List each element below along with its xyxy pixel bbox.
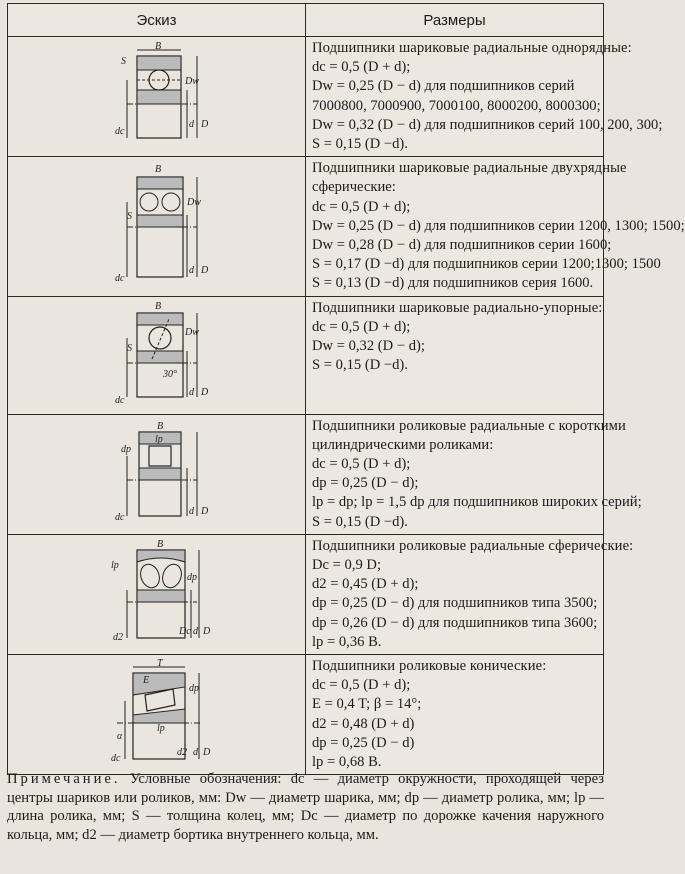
table-row <box>8 296 604 414</box>
label-alpha: α <box>116 730 122 742</box>
formula-line: dp = 0,25 (D − d) <box>312 734 415 751</box>
table-row <box>8 534 604 654</box>
formula-line: Dw = 0,25 (D − d) для подшипников серии 1200, 1300; 1500; <box>312 217 685 234</box>
label-Dw: Dw <box>184 327 199 339</box>
table-row <box>8 37 604 157</box>
sketch-cylindrical-roller <box>97 420 217 528</box>
sizes-cell <box>306 534 634 654</box>
sketch-tapered-roller <box>97 657 217 769</box>
row-title: Подшипники роликовые конические: <box>312 658 547 675</box>
label-B: B <box>156 421 163 433</box>
label-d2: d2 <box>176 746 187 758</box>
formula-line: dc = 0,5 (D + d); <box>312 677 411 694</box>
formula-line: сферические: <box>312 179 396 196</box>
label-dc: dc <box>114 395 124 407</box>
formula-line: dc = 0,5 (D + d); <box>312 456 411 473</box>
footnote-label: Примечание. <box>7 771 121 787</box>
label-B: B <box>154 301 161 313</box>
label-B: B <box>154 40 161 52</box>
formula-line: 7000800, 7000900, 7000100, 8000200, 8000300; <box>312 97 601 114</box>
sketch-cell <box>8 37 306 157</box>
label-dp: dp <box>120 444 131 456</box>
label-D: D <box>200 118 208 130</box>
formula-line: dp = 0,25 (D − d) для подшипников типа 3500; <box>312 595 598 612</box>
sizes-cell <box>306 296 604 414</box>
formula-line: E = 0,4 T; β = 14°; <box>312 696 422 713</box>
label-d: d <box>188 506 194 518</box>
label-S: S <box>126 343 132 355</box>
label-D: D <box>200 265 208 277</box>
row-title: Подшипники роликовые радиальные сферические: <box>312 537 634 554</box>
table-header-row <box>8 4 604 37</box>
formula-line: S = 0,15 (D −d). <box>312 357 408 374</box>
formula-line: dp = 0,26 (D − d) для подшипников типа 3600; <box>312 614 598 631</box>
label-lp: lp <box>156 722 165 734</box>
footnote <box>7 770 604 844</box>
bearings-table <box>7 3 685 775</box>
label-dc: dc <box>110 752 120 764</box>
formula-line: цилиндрическими роликами: <box>312 436 494 453</box>
label-d2: d2 <box>112 632 123 644</box>
sketch-spherical-roller <box>97 540 217 648</box>
label-d: d <box>188 118 194 130</box>
formula-line: lp = 0,36 B. <box>312 633 382 650</box>
table-row <box>8 655 604 775</box>
row-title: Подшипники роликовые радиальные с короткими <box>312 417 626 434</box>
label-Dw: Dw <box>186 197 201 209</box>
label-B: B <box>154 164 161 176</box>
label-dp: dp <box>186 572 197 584</box>
label-S: S <box>120 55 126 67</box>
formula-line: dc = 0,5 (D + d); <box>312 198 411 215</box>
label-lp: lp <box>154 434 163 446</box>
sizes-cell <box>306 414 642 534</box>
label-d: d <box>188 387 194 399</box>
sketch-cell <box>8 157 306 296</box>
label-d: d <box>192 626 198 638</box>
formula-line: S = 0,13 (D −d) для подшипников серия 1600. <box>312 275 594 292</box>
sketch-double-row-spherical-ball <box>97 163 217 289</box>
sizes-cell <box>306 157 685 296</box>
formula-line: lp = dp; lp = 1,5 dp для подшипников широких серий; <box>312 494 642 511</box>
formula-line: lp = 0,68 B. <box>312 754 382 771</box>
label-Dc: Dc <box>178 626 191 638</box>
label-Dw: Dw <box>184 75 199 87</box>
formula-line: Dw = 0,28 (D − d) для подшипников серии 1600; <box>312 237 612 254</box>
header-sketch: Эскиз <box>8 4 306 37</box>
formula-line: d2 = 0,48 (D + d) <box>312 715 415 732</box>
sketch-cell <box>8 414 306 534</box>
sketch-radial-ball-bearing <box>97 42 217 152</box>
header-sizes: Размеры <box>306 4 604 37</box>
formula-line: Dw = 0,25 (D − d) для подшипников серий <box>312 78 575 95</box>
label-d: d <box>192 746 198 758</box>
formula-line: dc = 0,5 (D + d); <box>312 318 411 335</box>
label-D: D <box>202 626 210 638</box>
label-lp: lp <box>110 560 119 572</box>
label-dc: dc <box>114 273 124 285</box>
row-title: Подшипники шариковые радиальные однорядные: <box>312 40 632 56</box>
row-title: Подшипники шариковые радиально-упорные: <box>312 299 603 316</box>
label-d: d <box>188 265 194 277</box>
formula-line: S = 0,15 (D −d). <box>312 136 408 153</box>
formula-line: Dc = 0,9 D; <box>312 557 382 574</box>
label-dc: dc <box>114 125 124 137</box>
formula-line: dp = 0,25 (D − d); <box>312 475 419 492</box>
label-E: E <box>142 674 149 686</box>
formula-line: S = 0,17 (D −d) для подшипников серии 1200;1300; 1500 <box>312 256 661 273</box>
table-row <box>8 414 604 534</box>
label-T: T <box>156 657 163 669</box>
formula-line: S = 0,15 (D −d). <box>312 513 408 530</box>
footnote-text: Условные обозначения: dc — диаметр окружности, проходящей через центры шариков или роликов, мм: Dw — диаметр шарика, мм; dp — диаметр ролика, мм; lp — длина ролика, мм; S — толщина колец, мм; Dc — диаметр по дорожке качения наружного кольца, мм; d2 — диаметр бортика внутреннего кольца, мм. <box>7 771 605 843</box>
label-angle: 30° <box>162 369 177 381</box>
sketch-cell <box>8 655 306 775</box>
label-dp: dp <box>188 682 199 694</box>
label-D: D <box>200 506 208 518</box>
sketch-angular-contact-ball <box>97 301 217 409</box>
row-title: Подшипники шариковые радиальные двухрядные <box>312 160 627 177</box>
label-D: D <box>202 746 210 758</box>
sizes-cell <box>306 655 604 775</box>
label-D: D <box>200 387 208 399</box>
label-S: S <box>126 211 132 223</box>
label-dc: dc <box>114 512 124 524</box>
sketch-cell <box>8 534 306 654</box>
formula-line: d2 = 0,45 (D + d); <box>312 576 419 593</box>
sizes-cell <box>306 37 663 157</box>
table-row <box>8 157 604 296</box>
label-B: B <box>156 539 163 551</box>
sketch-cell <box>8 296 306 414</box>
formula-line: Dw = 0,32 (D − d); <box>312 338 425 355</box>
formula-line: Dw = 0,32 (D − d) для подшипников серий 100, 200, 300; <box>312 116 663 133</box>
formula-line: dc = 0,5 (D + d); <box>312 59 411 76</box>
